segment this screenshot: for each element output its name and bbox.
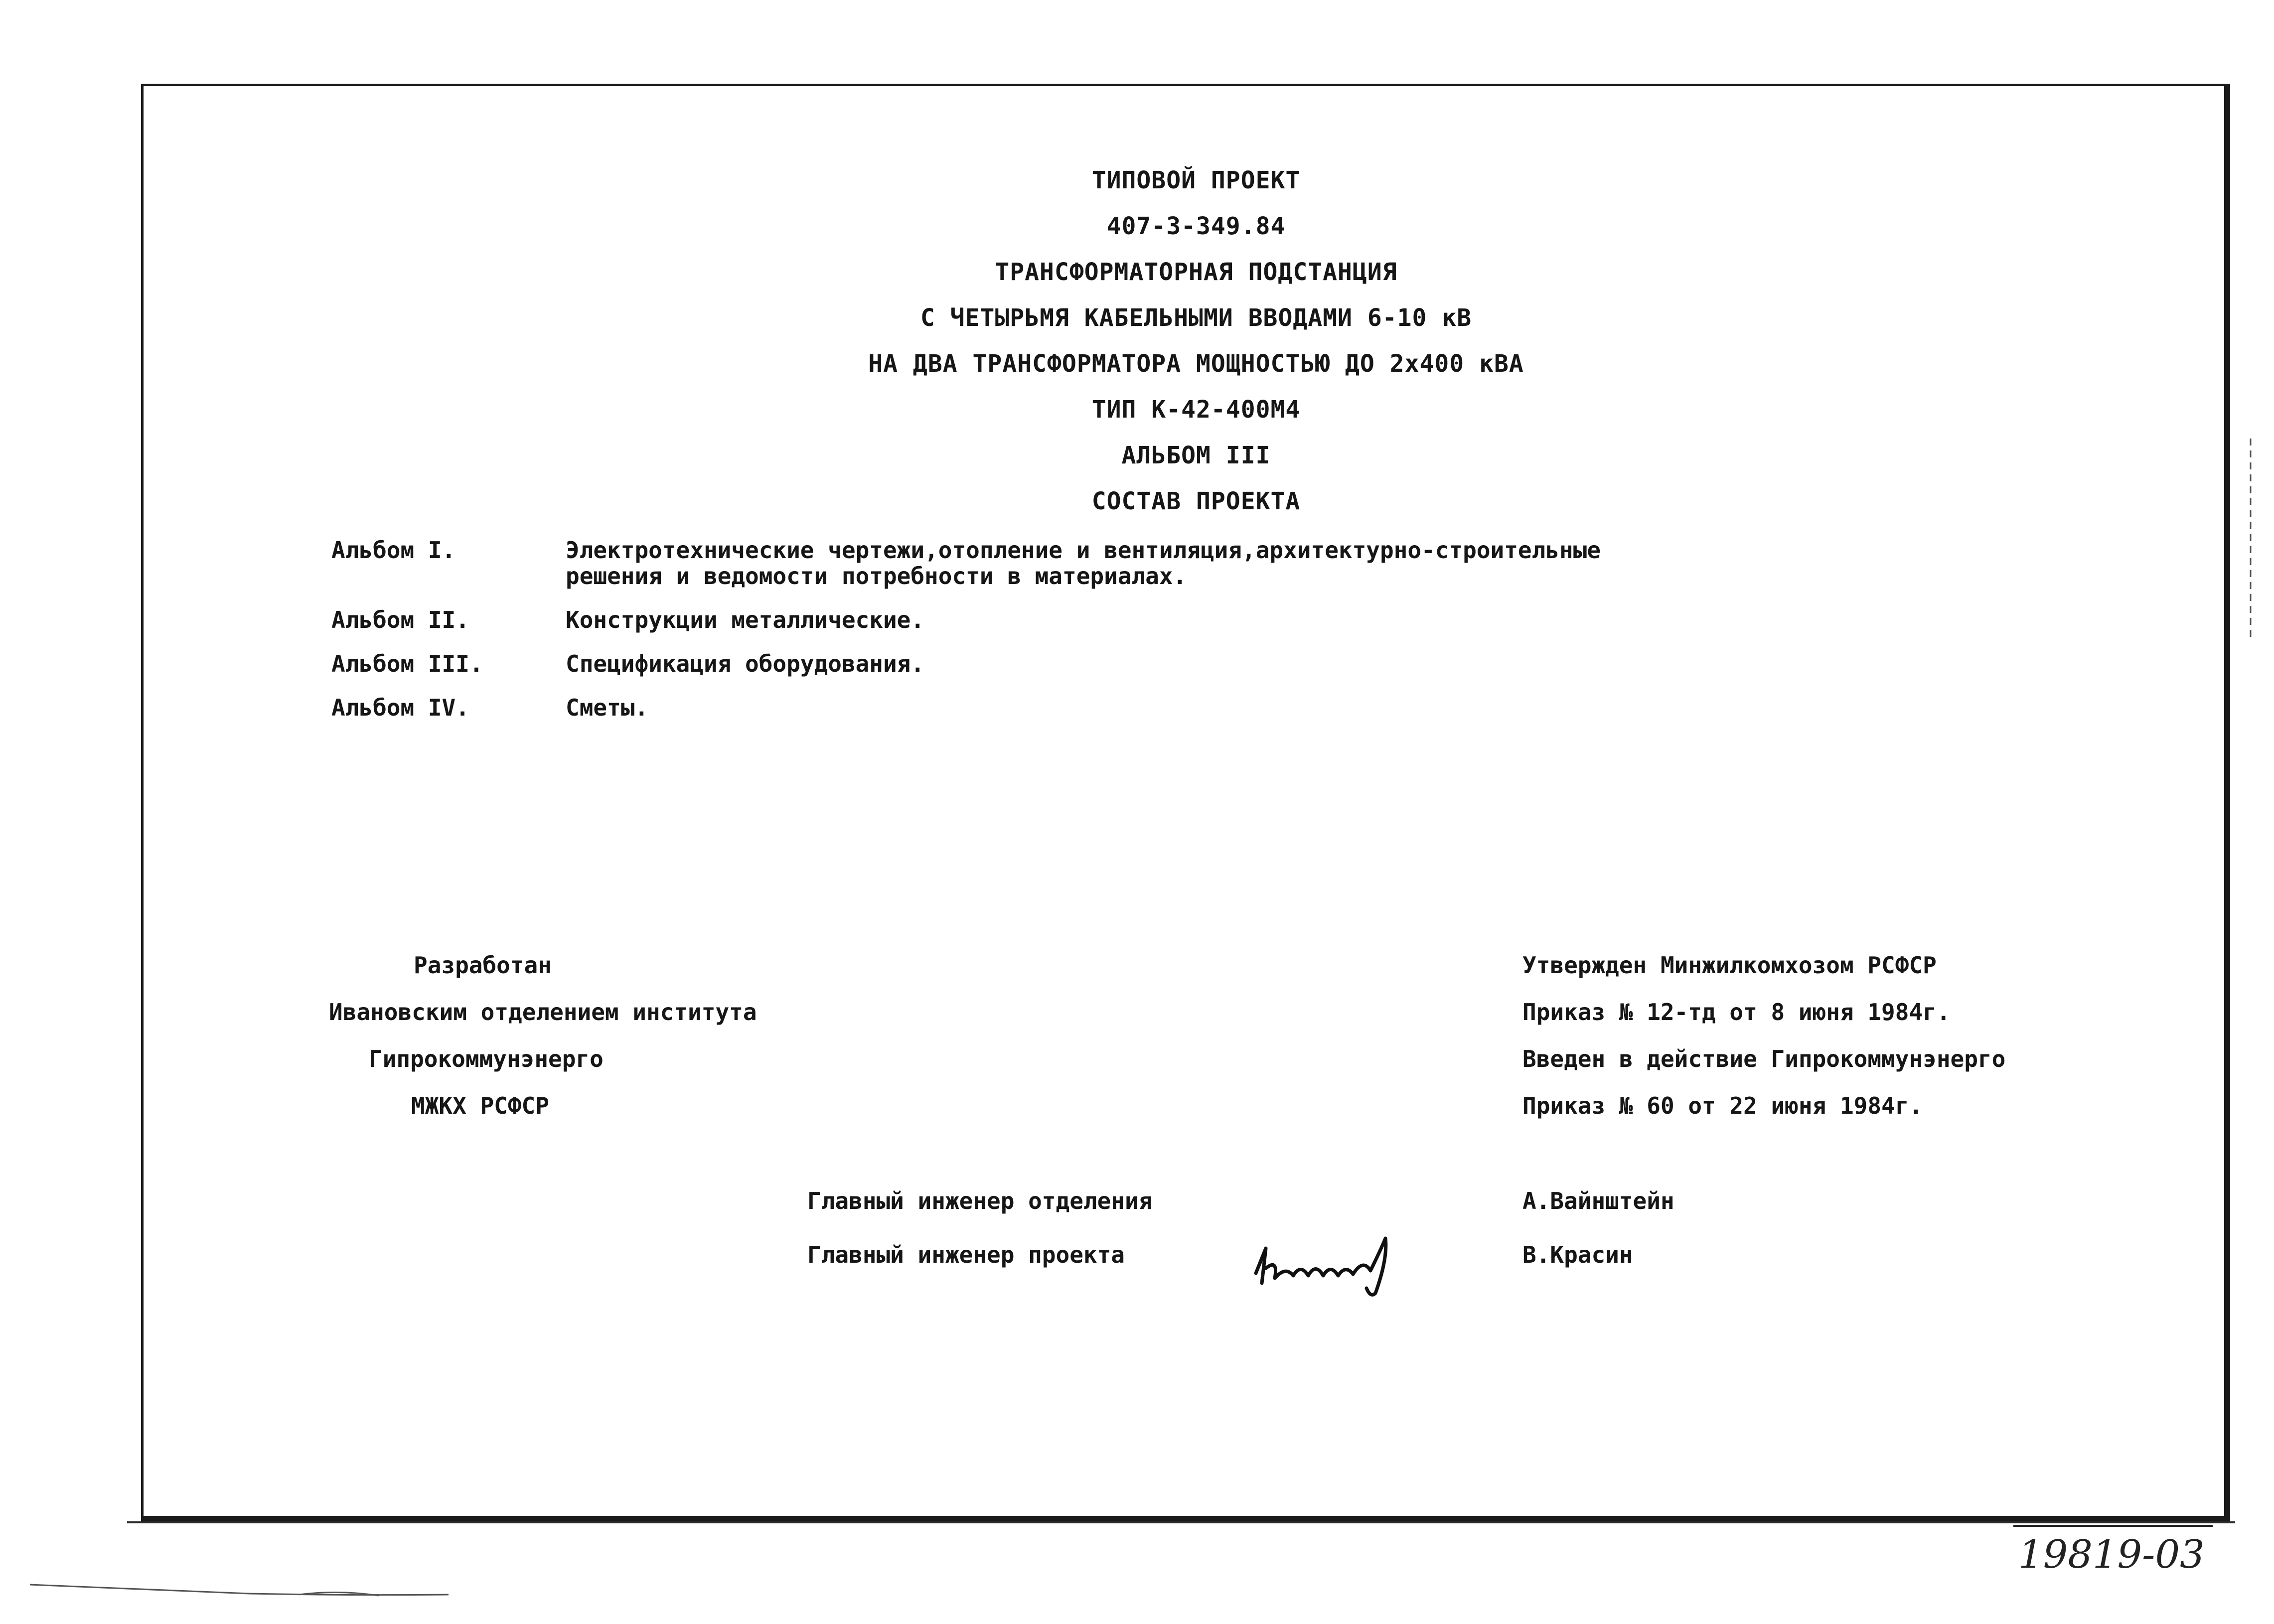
signer-role: Главный инженер отделения	[807, 1187, 1153, 1214]
developed-label: Разработан	[414, 952, 552, 979]
title-line-section: СОСТАВ ПРОЕКТА	[1091, 487, 1301, 515]
handwritten-signature	[1251, 1228, 1430, 1303]
title-block	[748, 157, 1645, 524]
approval-block	[1522, 942, 2170, 1129]
album-number: Альбом III.	[331, 650, 483, 677]
album-list	[331, 537, 1727, 738]
developer-ministry: МЖКХ РСФСР	[411, 1092, 549, 1119]
signer-name: А.Вайнштейн	[1522, 1187, 1674, 1214]
archive-number	[2013, 1523, 2213, 1583]
album-row	[331, 695, 1727, 721]
album-number: Альбом I.	[331, 537, 456, 564]
album-description: Спецификация оборудования.	[566, 650, 925, 677]
album-row	[331, 607, 1727, 633]
album-row	[331, 537, 1727, 589]
album-number: Альбом IV.	[331, 694, 469, 721]
approval-order: Приказ № 12-тд от 8 июня 1984г.	[1522, 999, 1951, 1026]
enactment-line: Введен в действие Гипрокоммунэнерго	[1522, 1045, 2006, 1072]
album-description: Электротехнические чертежи,отопление и вентиляция,архитектурно-строительные решения и ведомости потребности в материалах.	[566, 537, 1601, 590]
approval-line: Утвержден Минжилкомхозом РСФСР	[1522, 952, 1937, 979]
frame-bottom-line	[127, 1521, 2235, 1523]
album-number: Альбом II.	[331, 606, 469, 633]
developer-department: Ивановским отделением института	[329, 999, 757, 1026]
title-line-project-number: 407-3-349.84	[1106, 212, 1286, 240]
signer-role: Главный инженер проекта	[807, 1241, 1125, 1268]
signer-name: В.Красин	[1522, 1241, 1633, 1268]
margin-binding-mark	[2249, 439, 2253, 638]
title-line-project-type: ТИПОВОЙ ПРОЕКТ	[1091, 166, 1301, 194]
enactment-order: Приказ № 60 от 22 июня 1984г.	[1522, 1092, 1923, 1119]
album-description: Сметы.	[566, 694, 649, 721]
archive-number-text: 19819-03	[2018, 1532, 2205, 1577]
title-line-album: АЛЬБОМ III	[1121, 442, 1271, 469]
developer-block	[329, 942, 827, 1129]
developer-institute: Гипрокоммунэнерго	[369, 1045, 604, 1072]
title-line-inputs: С ЧЕТЫРЬМЯ КАБЕЛЬНЫМИ ВВОДАМИ 6-10 кВ	[920, 304, 1472, 332]
album-description: Конструкции металлические.	[566, 606, 925, 633]
album-row	[331, 651, 1727, 677]
title-line-type: ТИП К-42-400М4	[1091, 396, 1301, 424]
title-line-object: ТРАНСФОРМАТОРНАЯ ПОДСТАНЦИЯ	[995, 258, 1397, 286]
bottom-scribble	[0, 1570, 548, 1610]
title-line-transformers: НА ДВА ТРАНСФОРМАТОРА МОЩНОСТЬЮ ДО 2х400 кВА	[868, 350, 1524, 378]
